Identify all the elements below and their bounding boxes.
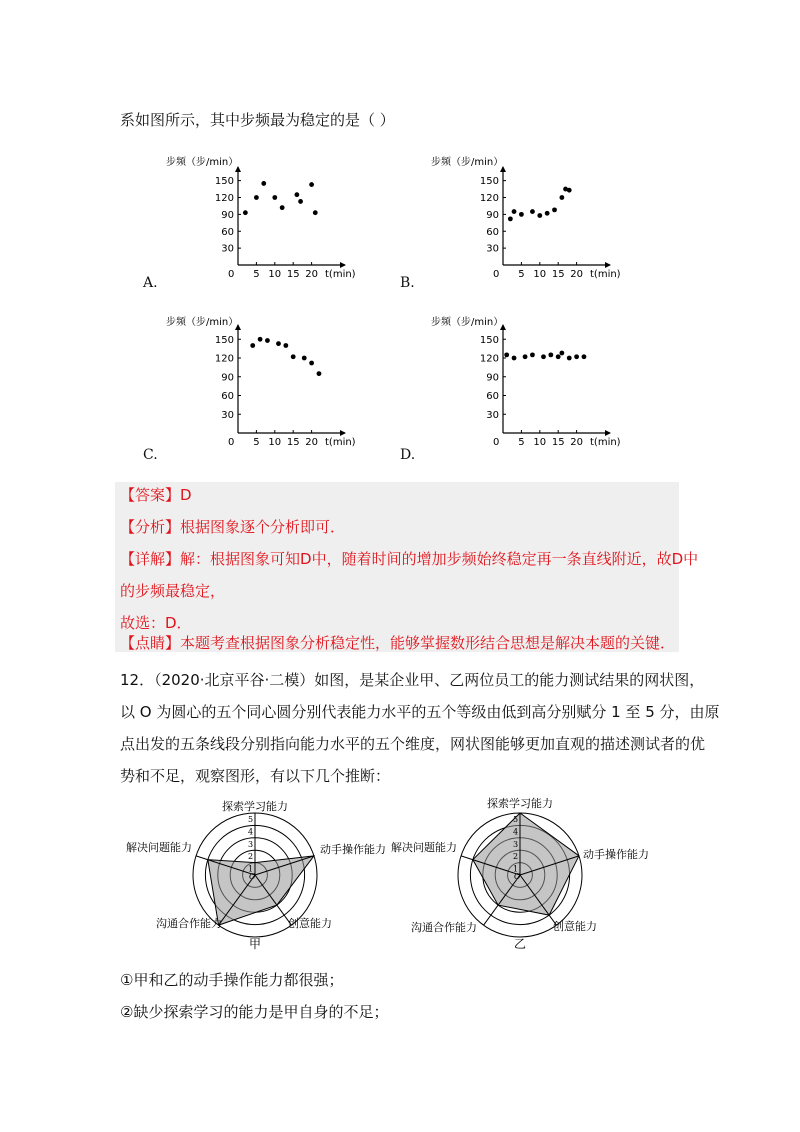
option-d-label: D. — [400, 447, 416, 463]
data-point — [280, 205, 285, 210]
detail-line-1 — [120, 549, 698, 569]
x-axis-label: t(min) — [590, 269, 621, 280]
y-tick-label: 150 — [214, 176, 234, 188]
ring-label: 2 — [513, 852, 519, 862]
axis-label: 探索学习能力 — [222, 800, 288, 813]
y-tick-label: 90 — [486, 372, 499, 384]
y-tick-label: 60 — [221, 391, 234, 402]
origin-label: 0 — [228, 437, 235, 448]
y-axis-label: 步频（步/min） — [431, 317, 504, 328]
data-point — [552, 207, 557, 212]
inference-2: ②缺少探索学习的能力是甲自身的不足； — [120, 1003, 389, 1021]
option-b-label: B. — [400, 275, 415, 291]
x-axis-arrow — [605, 262, 611, 268]
answer-value: D — [180, 486, 192, 504]
detail-tag: 【详解】 — [120, 550, 181, 568]
data-point — [243, 210, 248, 215]
y-tick-label: 150 — [479, 334, 499, 346]
y-tick-label: 60 — [486, 226, 499, 238]
origin-label: 0 — [493, 269, 500, 280]
answer-line — [120, 485, 192, 505]
comment-text: 本题考查根据图象分析稳定性，能够掌握数形结合思想是解决本题的关键． — [180, 634, 676, 652]
x-tick-label: 20 — [305, 269, 318, 280]
q12-line-4: 势和不足，观察图形，有以下几个推断： — [120, 767, 391, 785]
data-point — [283, 343, 288, 348]
axis-label: 动手操作能力 — [583, 848, 649, 861]
y-tick-label: 60 — [221, 226, 234, 238]
data-point — [265, 338, 270, 343]
x-axis-arrow — [340, 262, 346, 268]
scatter-plot-c — [150, 305, 360, 450]
x-tick-label: 10 — [268, 269, 282, 280]
data-point — [574, 354, 579, 359]
scatter-plot-d — [415, 305, 625, 450]
data-point — [559, 351, 564, 356]
x-tick-label: 10 — [533, 437, 547, 448]
data-point — [567, 188, 572, 193]
analysis-tag: 【分析】 — [120, 518, 181, 536]
data-point — [313, 210, 318, 215]
q12-line-2: 以 O 为圆心的五个同心圆分别代表能力水平的五个等级由低到高分别赋分 1 至 5 分，由原 — [120, 703, 720, 721]
data-point — [254, 195, 259, 200]
y-tick-label: 90 — [221, 209, 234, 221]
axis-label: 探索学习能力 — [487, 797, 553, 810]
data-point — [302, 356, 307, 361]
data-point — [582, 354, 587, 359]
radar-name: 甲 — [248, 937, 262, 951]
ring-label: 2 — [248, 852, 254, 862]
data-point — [567, 356, 572, 361]
y-tick-label: 60 — [486, 391, 499, 402]
data-point — [272, 195, 277, 200]
q12-line-3: 点出发的五条线段分别指向能力水平的五个维度，网状图能够更加直观的描述测试者的优 — [120, 735, 706, 753]
y-tick-label: 30 — [221, 243, 234, 255]
y-tick-label: 120 — [214, 353, 234, 365]
radar-chart-jia — [110, 795, 400, 955]
data-point — [294, 192, 299, 197]
ring-label: 4 — [513, 827, 519, 837]
data-point — [556, 354, 561, 359]
y-tick-label: 30 — [486, 409, 499, 421]
data-point — [258, 337, 263, 342]
y-axis-label: 步频（步/min） — [431, 157, 504, 168]
inference-1: ①甲和乙的动手操作能力都很强； — [120, 971, 344, 989]
data-point — [298, 199, 303, 204]
y-tick-label: 90 — [221, 372, 234, 384]
x-axis-label: t(min) — [325, 269, 356, 280]
detail-text-1: 解：根据图象可知D中，随着时间的增加步频始终稳定再一条直线附近，故D中 — [180, 550, 699, 568]
x-axis-label: t(min) — [590, 437, 621, 448]
ring-label: 5 — [513, 815, 519, 824]
radar-chart-yi — [391, 795, 695, 955]
choose-text: 故选：D． — [120, 614, 192, 632]
x-tick-label: 5 — [253, 269, 260, 280]
data-point — [530, 209, 535, 214]
data-point — [250, 343, 255, 348]
axis-label: 动手操作能力 — [320, 843, 386, 856]
data-point — [504, 352, 509, 357]
x-tick-label: 5 — [518, 437, 525, 448]
axis-label: 沟通合作能力 — [156, 917, 222, 930]
data-point — [276, 341, 281, 346]
data-point — [309, 361, 314, 366]
ring-label: 3 — [248, 839, 254, 849]
q12-line-1: 12．（2020·北京平谷·二模）如图，是某企业甲、乙两位员工的能力测试结果的网状图， — [120, 671, 705, 689]
origin-label: 0 — [228, 269, 235, 280]
axis-label: 创意能力 — [288, 917, 332, 930]
y-tick-label: 120 — [479, 193, 499, 204]
y-tick-label: 30 — [486, 243, 499, 255]
data-point — [548, 352, 553, 357]
axis-label: 解决问题能力 — [126, 841, 192, 854]
y-tick-label: 90 — [486, 209, 499, 221]
detail-text-2: 的步频最稳定， — [120, 582, 226, 600]
x-tick-label: 15 — [551, 269, 565, 280]
question-stem: 系如图所示，其中步频最为稳定的是（ ） — [120, 111, 395, 129]
axis-label: 创意能力 — [553, 920, 597, 933]
comment-line — [120, 633, 675, 653]
x-tick-label: 20 — [570, 437, 583, 448]
x-axis-arrow — [605, 430, 611, 436]
data-point — [512, 209, 517, 214]
data-point — [261, 181, 266, 186]
y-tick-label: 30 — [221, 409, 234, 421]
origin-label: O — [514, 872, 521, 881]
x-axis-arrow — [340, 430, 346, 436]
x-tick-label: 5 — [518, 269, 525, 280]
option-a-label: A. — [143, 275, 158, 291]
y-tick-label: 150 — [214, 334, 234, 346]
y-tick-label: 120 — [214, 193, 234, 204]
data-point — [508, 216, 513, 221]
ring-label: 1 — [248, 864, 254, 874]
analysis-line — [120, 517, 345, 537]
comment-tag: 【点睛】 — [120, 634, 181, 652]
data-point — [537, 213, 542, 218]
data-point — [291, 354, 296, 359]
data-point — [545, 211, 550, 216]
scatter-plot-b — [415, 145, 625, 280]
option-c-label: C. — [143, 447, 158, 463]
data-point — [309, 182, 314, 187]
data-point — [523, 354, 528, 359]
answer-tag: 【答案】 — [120, 486, 181, 504]
x-tick-label: 10 — [268, 437, 282, 448]
x-tick-label: 5 — [253, 437, 260, 448]
x-tick-label: 15 — [286, 269, 300, 280]
origin-label: O — [249, 872, 256, 881]
x-tick-label: 15 — [551, 437, 565, 448]
scatter-plot-a — [150, 145, 360, 280]
axis-label: 解决问题能力 — [391, 841, 457, 854]
ring-label: 4 — [248, 827, 254, 837]
data-point — [512, 356, 517, 361]
analysis-text: 根据图象逐个分析即可． — [180, 518, 346, 536]
x-tick-label: 15 — [286, 437, 300, 448]
y-tick-label: 150 — [479, 176, 499, 188]
origin-label: 0 — [493, 437, 500, 448]
data-point — [317, 371, 322, 376]
axis-label: 沟通合作能力 — [411, 921, 477, 934]
data-point — [530, 352, 535, 357]
data-point — [519, 212, 524, 217]
radar-name: 乙 — [513, 937, 527, 951]
x-tick-label: 20 — [305, 437, 318, 448]
x-tick-label: 10 — [533, 269, 547, 280]
ring-label: 5 — [248, 815, 254, 824]
data-point — [541, 354, 546, 359]
y-tick-label: 120 — [479, 353, 499, 365]
y-axis-label: 步频（步/min） — [166, 157, 239, 168]
y-axis-label: 步频（步/min） — [166, 317, 239, 328]
data-point — [559, 195, 564, 200]
x-tick-label: 20 — [570, 269, 583, 280]
ring-label: 3 — [513, 839, 519, 849]
ring-label: 1 — [513, 864, 519, 874]
x-axis-label: t(min) — [325, 437, 356, 448]
ability-polygon — [208, 856, 314, 925]
